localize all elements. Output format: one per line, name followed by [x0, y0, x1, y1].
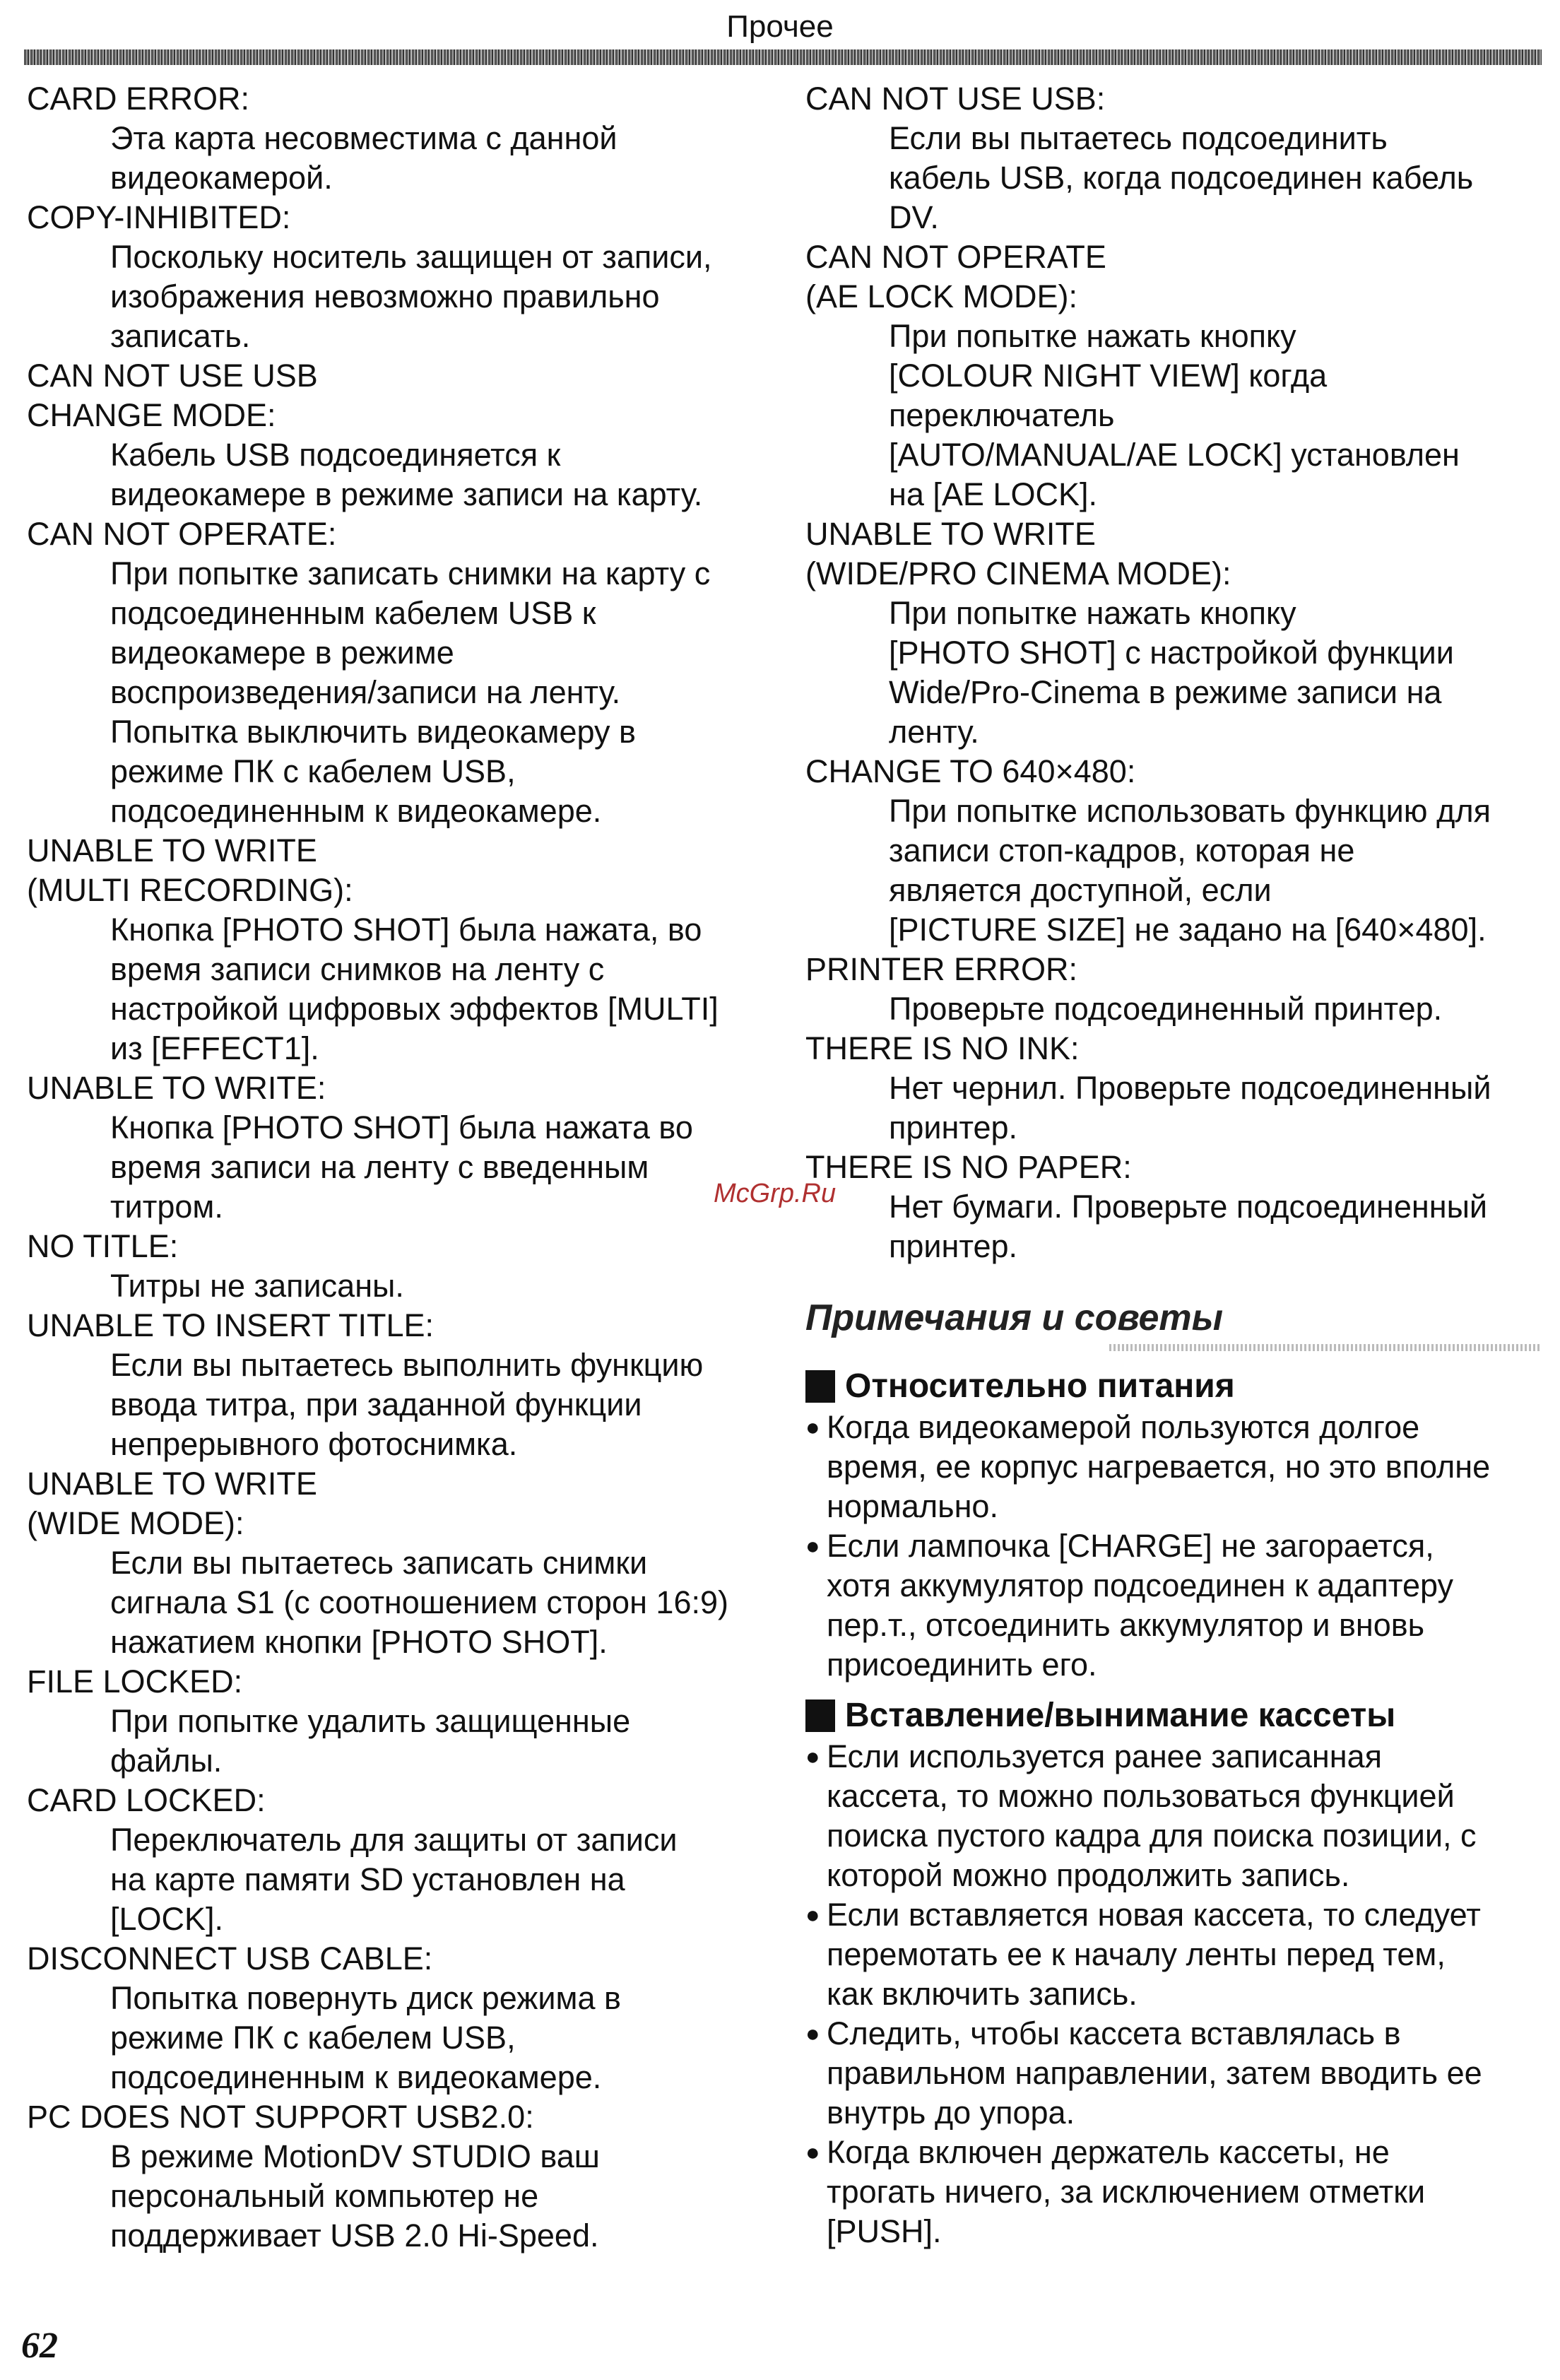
error-entry [805, 950, 1540, 1029]
error-entry [27, 1068, 776, 1227]
error-entry [805, 514, 1540, 752]
bullet-item [805, 1895, 1540, 2014]
error-description: При попытке нажать кнопку [COLOUR NIGHT VIEW] когда переключатель [AUTO/MANUAL/AE LOCK] установлен на [AE LOCK]. [889, 318, 1460, 512]
error-description: При попытке нажать кнопку [PHOTO SHOT] с настройкой функции Wide/Pro-Cinema в режиме записи на ленту. [889, 595, 1454, 750]
bullet-item [805, 2133, 1540, 2251]
right-column [805, 79, 1540, 2251]
bullet-icon: ● [805, 2020, 820, 2047]
error-entry [805, 1148, 1540, 1266]
error-description: При попытке удалить защищенные файлы. [110, 1703, 631, 1779]
error-description: При попытке использовать функцию для записи стоп-кадров, которая не является доступной, если [PICTURE SIZE] не задано на [640×480]. [889, 793, 1491, 948]
bullet-item [805, 1408, 1540, 1526]
page-header-title: Прочее [726, 9, 834, 44]
error-description: При попытке записать снимки на карту с подсоединенным кабелем USB к видеокамере в режиме воспроизведения/записи на ленту. Попытка выключить видеокамеру в режиме ПК с кабелем USB, подсоединенным к видеокамере. [110, 555, 711, 829]
bullet-text: Когда видеокамерой пользуются долгое время, ее корпус нагревается, но это вполне нормально. [827, 1409, 1491, 1524]
section-heading [805, 1695, 1540, 1737]
bullet-item [805, 2014, 1540, 2133]
error-term: UNABLE TO WRITE (WIDE MODE): [27, 1466, 317, 1541]
error-description: Кнопка [PHOTO SHOT] была нажата во время записи на ленту с введенным титром. [110, 1109, 693, 1225]
notes-rule [1109, 1344, 1540, 1351]
section-heading-text: Вставление/вынимание кассеты [845, 1697, 1396, 1734]
bullet-icon: ● [805, 1743, 820, 1770]
error-term: CARD ERROR: [27, 81, 250, 117]
bullet-icon: ● [805, 2139, 820, 2166]
error-entry [27, 356, 776, 514]
error-term: CAN NOT USE USB: [805, 81, 1106, 117]
error-term: NO TITLE: [27, 1228, 179, 1264]
error-description: Если вы пытаетесь выполнить функцию ввода титра, при заданной функции непрерывного фотоснимка. [110, 1347, 704, 1462]
error-description: Поскольку носитель защищен от записи, изображения невозможно правильно записать. [110, 239, 712, 354]
error-entry [805, 752, 1540, 950]
error-entry [805, 1029, 1540, 1148]
error-entry [805, 79, 1540, 237]
error-description: Переключатель для защиты от записи на карте памяти SD установлен на [LOCK]. [110, 1822, 678, 1937]
bullet-text: Если лампочка [CHARGE] не загорается, хотя аккумулятор подсоединен к адаптеру пер.т., отсоединить аккумулятор и вновь присоединить его. [827, 1528, 1454, 1683]
header-rule [24, 49, 1542, 65]
error-term: UNABLE TO INSERT TITLE: [27, 1307, 435, 1343]
error-entry [27, 198, 776, 356]
error-description: Кабель USB подсоединяется к видеокамере в режиме записи на карту. [110, 437, 703, 512]
error-description: В режиме MotionDV STUDIO ваш персональный компьютер не поддерживает USB 2.0 Hi-Speed. [110, 2138, 600, 2254]
error-description: Нет чернил. Проверьте подсоединенный принтер. [889, 1070, 1491, 1145]
bullet-icon: ● [805, 1902, 820, 1928]
bullet-item [805, 1526, 1540, 1685]
error-description: Если вы пытаетесь подсоединить кабель USB, когда подсоединен кабель DV. [889, 120, 1474, 235]
bullet-text: Следить, чтобы кассета вставлялась в правильном направлении, затем вводить ее внутрь до упора. [827, 2015, 1482, 2131]
error-term: THERE IS NO INK: [805, 1030, 1080, 1066]
error-description: Кнопка [PHOTO SHOT] была нажата, во время записи снимков на ленту с настройкой цифровых эффектов [MULTI] из [EFFECT1]. [110, 912, 719, 1066]
bullet-icon: ● [805, 1414, 820, 1441]
error-term: CAN NOT OPERATE: [27, 516, 337, 552]
black-square-icon [805, 1370, 835, 1403]
error-description: Попытка повернуть диск режима в режиме ПК с кабелем USB, подсоединенным к видеокамере. [110, 1980, 621, 2095]
error-term: PC DOES NOT SUPPORT USB2.0: [27, 2099, 534, 2135]
left-column [27, 79, 776, 2256]
error-entry [27, 1306, 776, 1464]
error-entry [27, 1227, 776, 1306]
error-term: CHANGE TO 640×480: [805, 753, 1136, 789]
error-description: Если вы пытаетесь записать снимки сигнала S1 (с соотношением сторон 16:9) нажатием кнопки [PHOTO SHOT]. [110, 1545, 728, 1660]
error-entry [27, 1781, 776, 1939]
bullet-item [805, 1737, 1540, 1895]
error-term: UNABLE TO WRITE (MULTI RECORDING): [27, 832, 353, 908]
error-entry [27, 2097, 776, 2256]
watermark: McGrp.Ru [714, 1179, 837, 1208]
section-heading-text: Относительно питания [845, 1367, 1235, 1405]
error-entry [27, 1662, 776, 1781]
error-description: Нет бумаги. Проверьте подсоединенный принтер. [889, 1189, 1488, 1264]
error-term: COPY-INHIBITED: [27, 199, 291, 235]
error-term: CAN NOT USE USB CHANGE MODE: [27, 358, 318, 433]
bullet-icon: ● [805, 1533, 820, 1560]
bullet-text: Если вставляется новая кассета, то следует перемотать ее к началу ленты перед тем, как включить запись. [827, 1897, 1481, 2012]
error-entry [27, 1464, 776, 1662]
error-term: THERE IS NO PAPER: [805, 1149, 1132, 1185]
error-entry [27, 514, 776, 831]
error-term: CARD LOCKED: [27, 1782, 266, 1818]
error-description: Титры не записаны. [110, 1268, 404, 1304]
error-description: Эта карта несовместима с данной видеокамерой. [110, 120, 618, 196]
error-entry [805, 237, 1540, 514]
black-square-icon [805, 1699, 835, 1732]
error-term: FILE LOCKED: [27, 1663, 243, 1699]
error-entry [27, 1939, 776, 2097]
error-entry [27, 79, 776, 198]
error-description: Проверьте подсоединенный принтер. [889, 991, 1443, 1027]
error-entry [27, 831, 776, 1068]
error-term: DISCONNECT USB CABLE: [27, 1940, 433, 1977]
notes-title: Примечания и советы [805, 1297, 1224, 1338]
error-term: PRINTER ERROR: [805, 951, 1078, 987]
bullet-text: Когда включен держатель кассеты, не трогать ничего, за исключением отметки [PUSH]. [827, 2134, 1426, 2249]
section-heading [805, 1365, 1540, 1408]
error-term: CAN NOT OPERATE (AE LOCK MODE): [805, 239, 1106, 314]
error-term: UNABLE TO WRITE (WIDE/PRO CINEMA MODE): [805, 516, 1231, 591]
error-term: UNABLE TO WRITE: [27, 1070, 326, 1106]
page-number: 62 [21, 2326, 58, 2366]
bullet-text: Если используется ранее записанная кассета, то можно пользоваться функцией поиска пустого кадра для поиска позиции, с которой можно продолжить запись. [827, 1738, 1477, 1893]
